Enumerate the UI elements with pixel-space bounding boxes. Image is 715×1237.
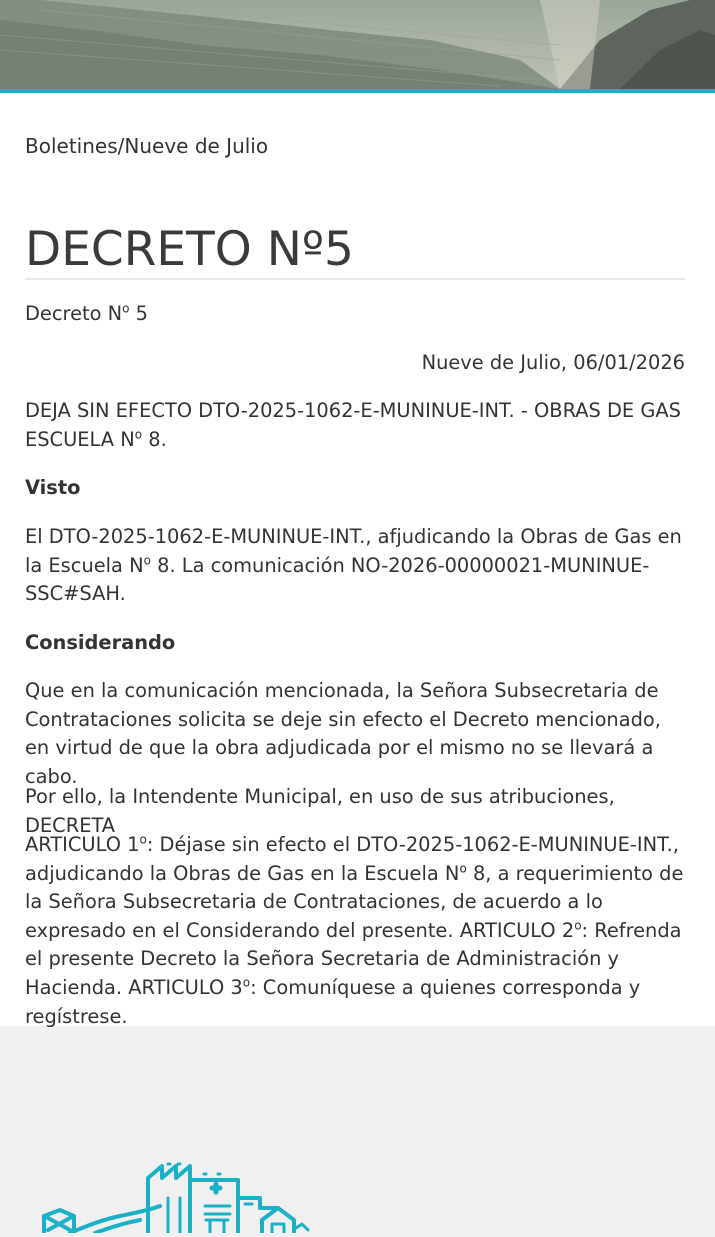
breadcrumb-separator: / [117,134,125,158]
subject-text-end: 8. [142,427,167,451]
articulo-text: : Déjase sin efecto el DTO-2025-1062-E-MUNINUE-INT., adjudicando la Obras de Gas en la Escuela N [25,833,679,885]
decree-number [25,300,685,329]
decree-subject [25,397,685,454]
mountain-landscape-icon [0,0,715,89]
por-ello-paragraph: Por ello, la Intendente Municipal, en uso de sus atribuciones, DECRETA [25,785,615,837]
articulo-ordinal: o [242,975,251,990]
articulo-text: 8, a requerimiento de la Señora Subsecretaria de Contrataciones, de acuerdo a lo expresado en el Considerando del presente. ARTICULO 2 [25,861,684,942]
header-banner-image [0,0,715,89]
decree-number-value: 5 [129,302,148,325]
page-title: DECRETO Nº5 [25,222,354,277]
decree-ordinal: o [122,301,130,316]
articulo-text: : Comuníquese a quienes corresponda y regístrese. [25,975,641,1028]
visto-paragraph [25,523,685,609]
visto-ordinal: o [143,553,151,568]
decree-prefix: Decreto N [25,302,123,325]
breadcrumb [25,131,268,161]
visto-heading: Visto [25,476,81,499]
articulo-ordinal: o [574,918,582,933]
articulo-text: : Refrenda el presente Decreto la Señora Secretaria de Administración y Hacienda. ARTICULO 3 [25,918,682,999]
articulo-text: ARTICULO 1 [25,833,140,856]
subject-text: DEJA SIN EFECTO DTO-2025-1062-E-MUNINUE-INT. - OBRAS DE GAS ESCUELA N [25,399,681,451]
visto-text: El DTO-2025-1062-E-MUNINUE-INT., afjudicando la Obras de Gas en la Escuela N [25,525,682,577]
place-date: Nueve de Julio, 06/01/2026 [421,351,685,374]
considerando-paragraph: Que en la comunicación mencionada, la Señora Subsecretaria de Contrataciones solicita se deje sin efecto el Decreto mencionado, en virtud de que la obra adjudicada por el mismo no se llevará a cabo. [25,679,661,788]
articulo-ordinal: o [139,832,147,847]
articulo-ordinal: o [459,861,467,876]
articulos-paragraph [25,831,685,1031]
breadcrumb-link-boletines[interactable]: Boletines [25,134,118,158]
subject-ordinal: o [134,427,143,442]
breadcrumb-link-nueve-de-julio[interactable]: Nueve de Julio [124,134,269,158]
main-content [0,93,715,1026]
city-buildings-logo-icon [40,1158,320,1233]
title-divider [25,278,685,280]
visto-text-end: 8. La comunicación NO-2026-00000021-MUNINUE-SSC#SAH. [25,553,650,606]
considerando-heading: Considerando [25,631,176,654]
